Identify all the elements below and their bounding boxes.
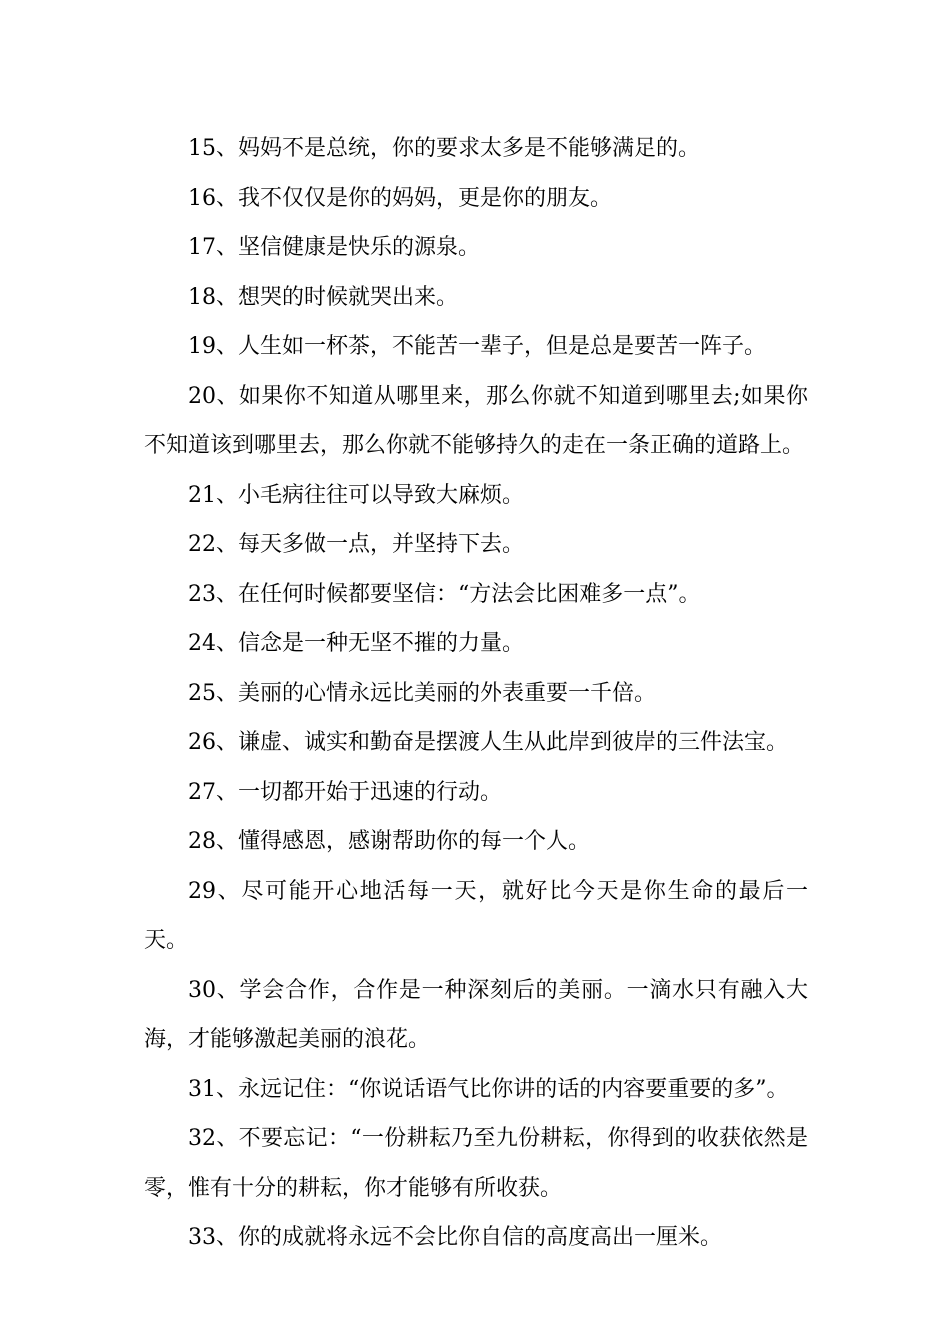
- paragraph-19: 19、人生如一杯茶，不能苦一辈子，但是总是要苦一阵子。: [188, 334, 766, 359]
- paragraph-32: 32、不要忘记：“一份耕耘乃至九份耕耘，你得到的收获依然是零，惟有十分的耕耘，你才能够有所收获。: [144, 1126, 808, 1201]
- paragraph-25: 25、美丽的心情永远比美丽的外表重要一千倍。: [188, 680, 656, 706]
- document-body: [144, 124, 808, 1263]
- paragraph-31: 31、永远记住：“你说话语气比你讲的话的内容要重要的多”。: [188, 1076, 789, 1102]
- paragraph-26: 26、谦虚、诚实和勤奋是摆渡人生从此岸到彼岸的三件法宝。: [188, 730, 788, 755]
- paragraph-28: 28、懂得感恩，感谢帮助你的每一个人。: [188, 829, 590, 854]
- paragraph-21: 21、小毛病往往可以导致大麻烦。: [188, 482, 524, 508]
- paragraph-27: 27、一切都开始于迅速的行动。: [188, 779, 502, 805]
- paragraph-18: 18、想哭的时候就哭出来。: [188, 284, 458, 310]
- paragraph-30: 30、学会合作，合作是一种深刻后的美丽。一滴水只有融入大海，才能够激起美丽的浪花。: [144, 977, 808, 1052]
- paragraph-17: 17、坚信健康是快乐的源泉。: [188, 235, 480, 260]
- paragraph-22: 22、每天多做一点，并坚持下去。: [188, 532, 524, 557]
- paragraph-16: 16、我不仅仅是你的妈妈，更是你的朋友。: [188, 185, 612, 211]
- paragraph-24: 24、信念是一种无坚不摧的力量。: [188, 631, 524, 656]
- paragraph-15: 15、妈妈不是总统，你的要求太多是不能够满足的。: [188, 136, 700, 161]
- paragraph-23: 23、在任何时候都要坚信：“方法会比困难多一点”。: [188, 581, 701, 607]
- paragraph-29: 29、尽可能开心地活每一天，就好比今天是你生命的最后一天。: [144, 878, 808, 953]
- paragraph-33: 33、你的成就将永远不会比你自信的高度高出一厘米。: [188, 1225, 722, 1250]
- paragraph-20: 20、如果你不知道从哪里来，那么你就不知道到哪里去;如果你不知道该到哪里去，那么你就不能够持久的走在一条正确的道路上。: [144, 383, 808, 458]
